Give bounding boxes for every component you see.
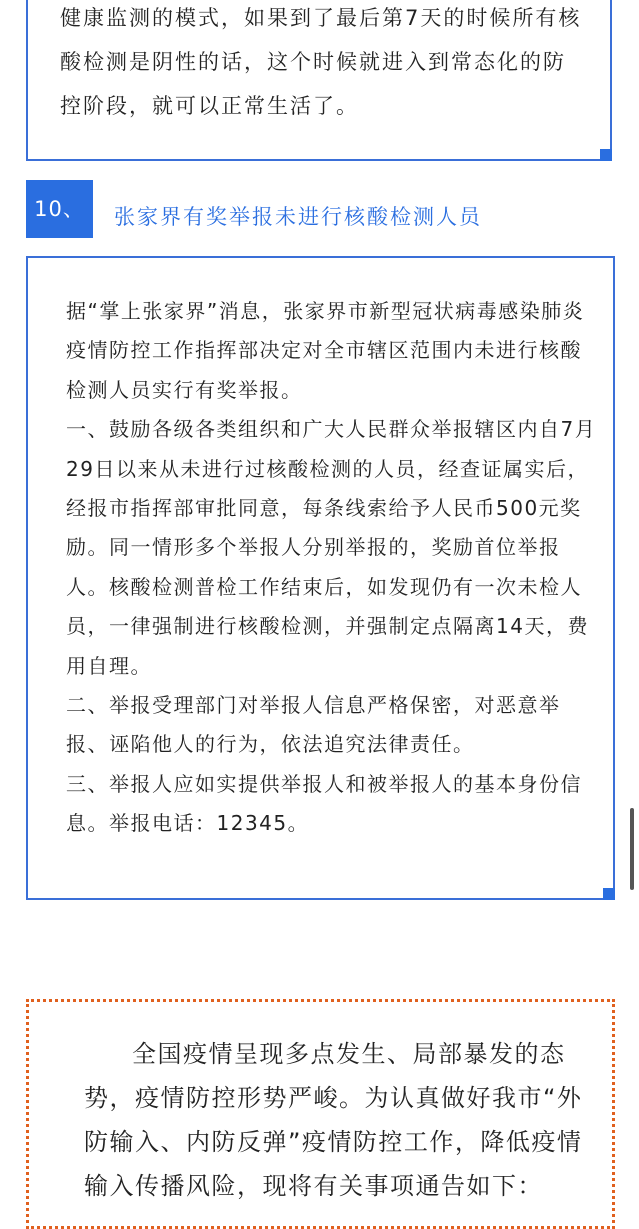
notice-text: 全国疫情呈现多点发生、局部暴发的态势，疫情防控形势严峻。为认真做好我市“外防输入、内防反弹”疫情防控工作，降低疫情输入传播风险，现将有关事项通告如下： — [84, 1040, 583, 1200]
previous-section-text: 健康监测的模式，如果到了最后第7天的时候所有核酸检测是阴性的话，这个时候就进入到常态化的防控阶段，就可以正常生活了。 — [60, 6, 582, 118]
previous-section-box — [26, 0, 612, 161]
notice-box — [26, 999, 615, 1229]
corner-square-decoration — [600, 149, 612, 161]
scrollbar-thumb[interactable] — [630, 808, 634, 890]
section-number-badge: 10、 — [26, 180, 93, 238]
section-content-box — [26, 256, 615, 900]
section-content-text: 据“掌上张家界”消息，张家界市新型冠状病毒感染肺炎疫情防控工作指挥部决定对全市辖区范围内未进行核酸检测人员实行有奖举报。 一、鼓励各级各类组织和广大人民群众举报辖区内自7月29日以来从未进行过核酸检测的人员，经查证属实后，经报市指挥部审批同意，每条线索给予人民币500元奖励。同一情形多个举报人分别举报的，奖励首位举报人。核酸检测普检工作结束后，如发现仍有一次未检人员，一律强制进行核酸检测，并强制定点隔离14天，费用自理。 二、举报受理部门对举报人信息严格保密，对恶意举报、诬陷他人的行为，依法追究法律责任。 三、举报人应如实提供举报人和被举报人的基本身份信息。举报电话：12345。 — [66, 299, 597, 836]
notice-paragraph — [84, 1032, 584, 1208]
corner-square-decoration — [603, 888, 615, 900]
section-header — [26, 180, 612, 238]
section-title: 张家界有奖举报未进行核酸检测人员 — [114, 205, 482, 229]
